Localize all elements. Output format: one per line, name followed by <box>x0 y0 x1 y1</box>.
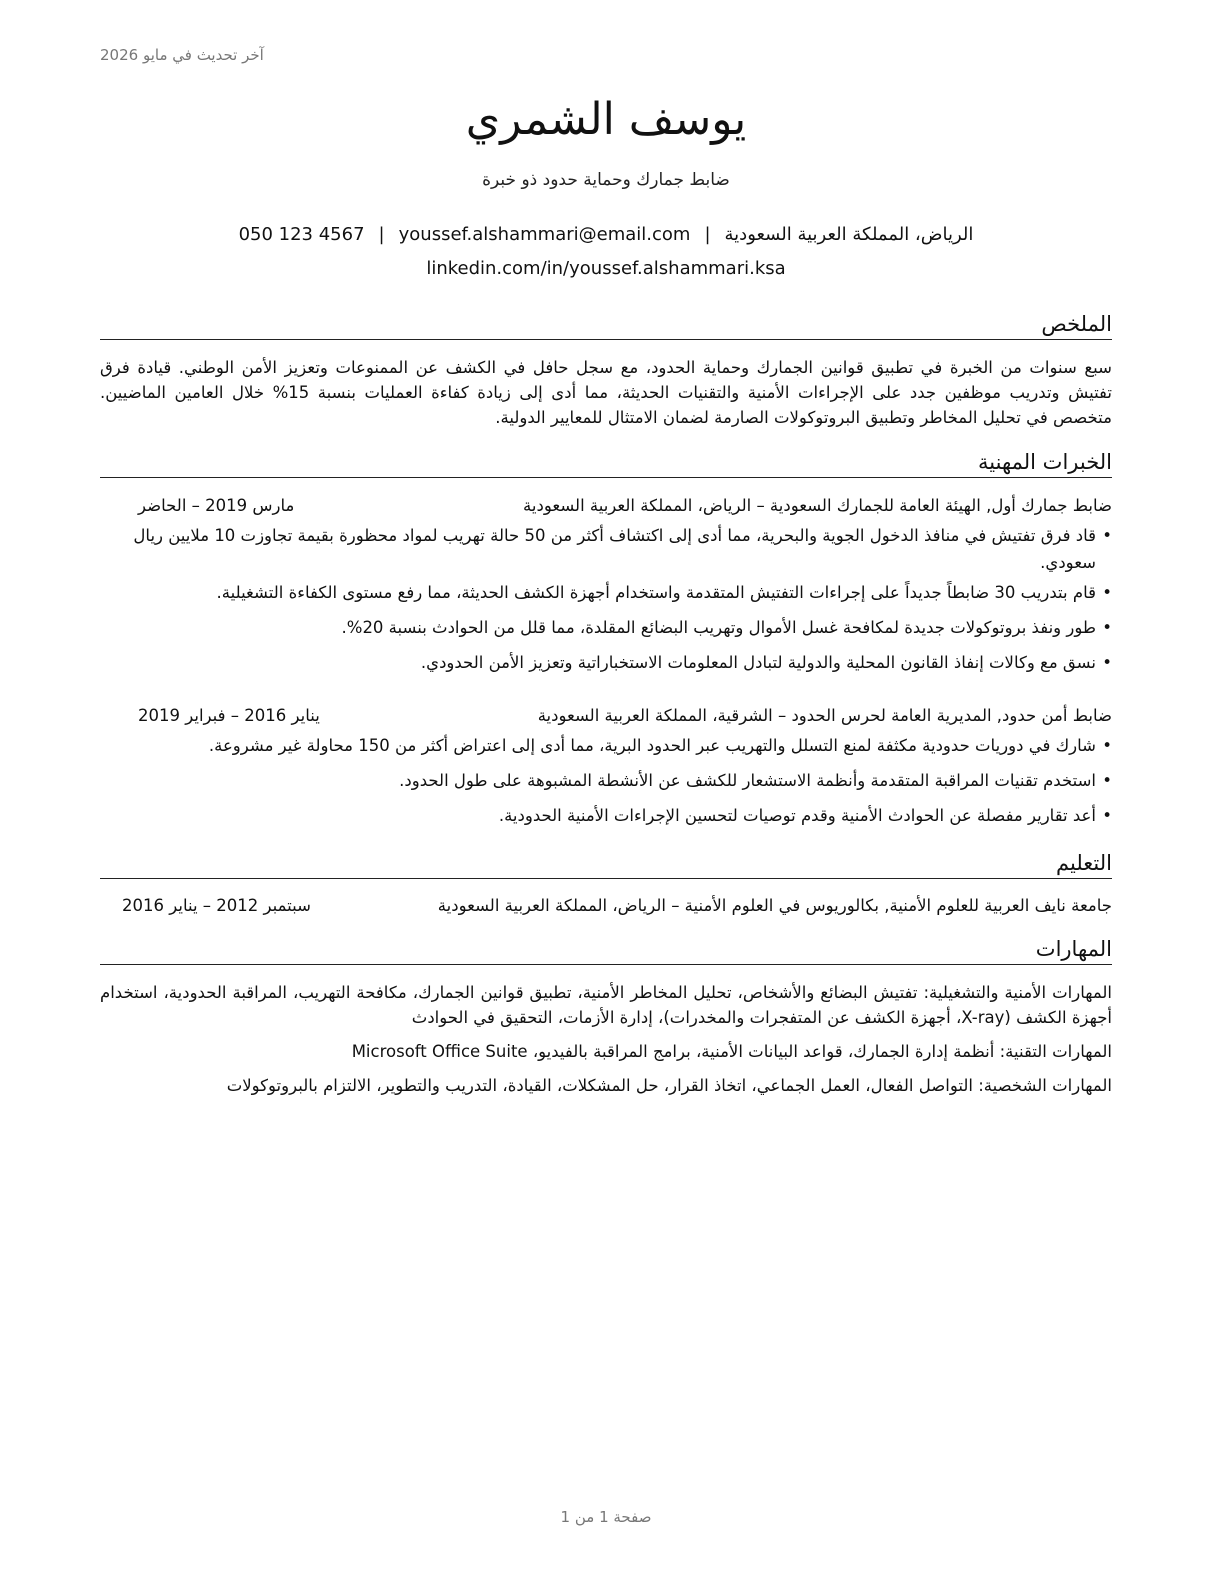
candidate-title: ضابط جمارك وحماية حدود ذو خبرة <box>482 170 730 190</box>
separator: | <box>378 224 385 245</box>
location-text: الرياض، المملكة العربية السعودية <box>724 224 974 245</box>
last-updated-note: آخر تحديث في مايو 2026 <box>100 46 264 64</box>
skills-item: المهارات التقنية: أنظمة إدارة الجمارك، قواعد البيانات الأمنية، برامج المراقبة بالفيديو، Microsoft Office Suite <box>351 1042 1112 1061</box>
skills-item: المهارات الشخصية: التواصل الفعال، العمل الجماعي، اتخاذ القرار، حل المشكلات، القيادة، التدريب والتطوير، الالتزام بالبروتوكولات <box>226 1076 1112 1095</box>
candidate-name: يوسف الشمري <box>465 94 747 145</box>
summary-text: سبع سنوات من الخبرة في تطبيق قوانين الجمارك وحماية الحدود، مع سجل حافل في الكشف عن الممنوعات وتعزيز الأمن الوطني. قيادة فرق تفتيش وتدريب موظفين جدد على الإجراءات الأمنية والتقنيات الحديثة، مما أدى إلى زيادة كفاءة العمليات بنسبة 15% خلال العامين الماضيين. متخصص في تحليل المخاطر وتطبيق البروتوكولات الصارمة لضمان الامتثال للمعايير الدولية. <box>100 358 1113 427</box>
skills-item: المهارات الأمنية والتشغيلية: تفتيش البضائع والأشخاص، تحليل المخاطر الأمنية، تطبيق قوانين الجمارك، مكافحة التهريب، المراقبة الحدودية، استخدام أجهزة الكشف (X-ray، أجهزة الكشف عن المتفجرات والمخدرات)، إدارة الأزمات، التحقيق في الحوادث <box>100 983 1112 1027</box>
job-bullet: • قام بتدريب 30 ضابطاً جديداً على إجراءات التفتيش المتقدمة واستخدام أجهزة الكشف الحديثة، مما رفع مستوى الكفاءة التشغيلية. <box>100 579 1112 606</box>
summary-heading: الملخص <box>100 311 1112 340</box>
experience-heading: الخبرات المهنية <box>100 449 1112 478</box>
job-dates: مارس 2019 – الحاضر <box>138 496 295 515</box>
linkedin-link[interactable]: linkedin.com/in/youssef.alshammari.ksa <box>426 258 786 279</box>
job-header <box>100 703 1112 728</box>
job-bullet: • استخدم تقنيات المراقبة المتقدمة وأنظمة الاستشعار للكشف عن الأنشطة المشبوهة على طول الحدود. <box>100 767 1112 794</box>
phone-number: 050 123 4567 <box>238 224 365 245</box>
job-header <box>100 493 1112 518</box>
contact-line <box>100 224 1112 245</box>
job-bullet: • نسق مع وكالات إنفاذ القانون المحلية والدولية لتبادل المعلومات الاستخباراتية وتعزيز الأمن الحدودي. <box>100 649 1112 676</box>
job-role-line: ضابط جمارك أول, الهيئة العامة للجمارك السعودية – الرياض، المملكة العربية السعودية <box>523 496 1112 515</box>
resume-page <box>100 0 1112 1584</box>
education-line: جامعة نايف العربية للعلوم الأمنية, بكالوريوس في العلوم الأمنية – الرياض، المملكة العربية السعودية <box>437 896 1112 915</box>
job-bullet: • طور ونفذ بروتوكولات جديدة لمكافحة غسل الأموال وتهريب البضائع المقلدة، مما قلل من الحوادث بنسبة 20%. <box>100 614 1112 641</box>
job-bullet: • قاد فرق تفتيش في منافذ الدخول الجوية والبحرية، مما أدى إلى اكتشاف أكثر من 50 حالة تهريب لمواد محظورة بقيمة تجاوزت 10 ملايين ريال سعودي. <box>100 522 1112 576</box>
education-entry <box>100 893 1112 918</box>
skills-heading: المهارات <box>100 936 1112 965</box>
job-role-line: ضابط أمن حدود, المديرية العامة لحرس الحدود – الشرقية، المملكة العربية السعودية <box>537 706 1112 725</box>
education-dates: سبتمبر 2012 – يناير 2016 <box>122 896 311 915</box>
email-link[interactable]: youssef.alshammari@email.com <box>398 224 691 245</box>
job-bullet: • شارك في دوريات حدودية مكثفة لمنع التسلل والتهريب عبر الحدود البرية، مما أدى إلى اعتراض أكثر من 150 محاولة غير مشروعة. <box>100 732 1112 759</box>
job-bullet: • أعد تقارير مفصلة عن الحوادث الأمنية وقدم توصيات لتحسين الإجراءات الأمنية الحدودية. <box>100 802 1112 829</box>
job-dates: يناير 2016 – فبراير 2019 <box>138 706 320 725</box>
page-number: صفحة 1 من 1 <box>560 1508 652 1526</box>
education-heading: التعليم <box>100 850 1112 879</box>
separator: | <box>704 224 711 245</box>
